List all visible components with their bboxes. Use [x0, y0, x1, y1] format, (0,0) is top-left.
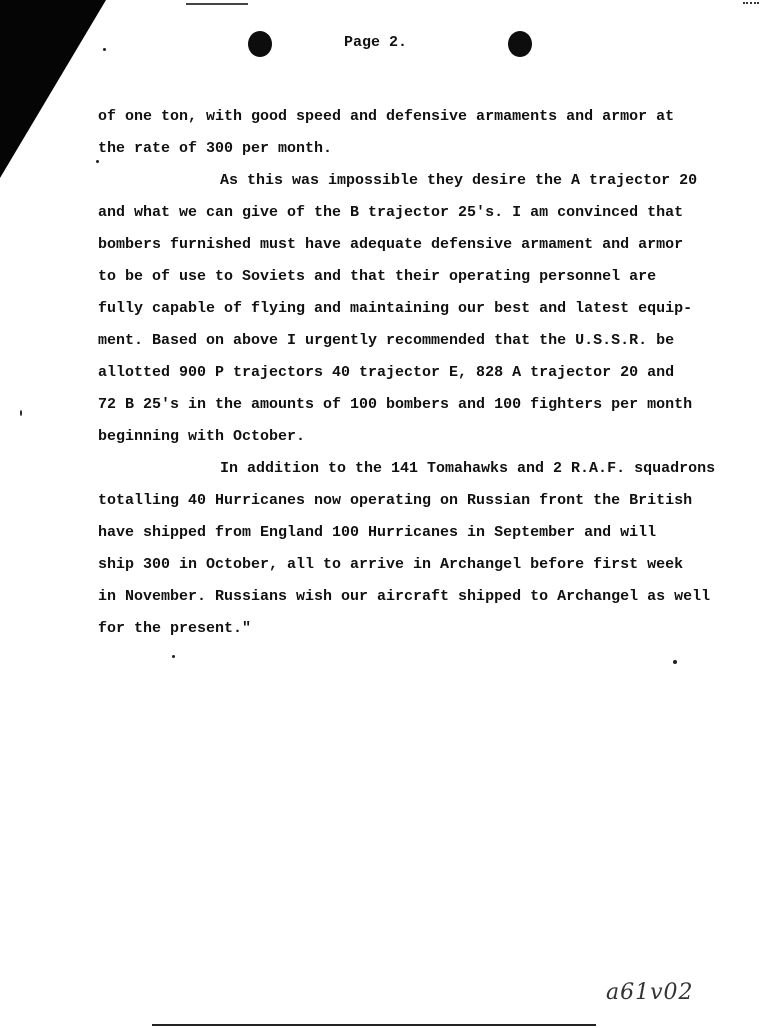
- text-line: in November. Russians wish our aircraft shipped to Archangel as well: [98, 588, 711, 605]
- scan-speck: [20, 410, 22, 416]
- top-right-edge-mark: [743, 2, 759, 6]
- text-line: the rate of 300 per month.: [98, 140, 333, 157]
- handwritten-archive-mark: a61v02: [606, 980, 694, 1005]
- corner-shadow-shape: [0, 0, 110, 180]
- text-line: bombers furnished must have adequate defensive armament and armor: [98, 236, 684, 253]
- text-line: ment. Based on above I urgently recommended that the U.S.S.R. be: [98, 332, 675, 349]
- scan-speck: [96, 160, 99, 163]
- punch-hole-right: [508, 31, 532, 57]
- top-edge-mark: [186, 3, 248, 5]
- scan-corner-shadow: [0, 0, 110, 180]
- text-line: 72 B 25's in the amounts of 100 bombers and 100 fighters per month: [98, 396, 693, 413]
- text-line: and what we can give of the B trajector 25's. I am convinced that: [98, 204, 684, 221]
- text-line: totalling 40 Hurricanes now operating on Russian front the British: [98, 492, 693, 509]
- text-line: beginning with October.: [98, 428, 306, 445]
- text-line: fully capable of flying and maintaining our best and latest equip-: [98, 300, 693, 317]
- text-line: for the present.": [98, 620, 252, 637]
- scan-speck: [172, 655, 175, 658]
- text-line: to be of use to Soviets and that their operating personnel are: [98, 268, 657, 285]
- text-line: ship 300 in October, all to arrive in Archangel before first week: [98, 556, 684, 573]
- text-line: allotted 900 P trajectors 40 trajector E, 828 A trajector 20 and: [98, 364, 675, 381]
- text-line: In addition to the 141 Tomahawks and 2 R.A.F. squadrons: [220, 460, 716, 477]
- scan-speck: [103, 48, 106, 51]
- page-number-header: Page 2.: [344, 34, 408, 51]
- text-line: have shipped from England 100 Hurricanes in September and will: [98, 524, 657, 541]
- typed-body-text: [98, 103, 748, 647]
- bottom-edge-line: [152, 1024, 596, 1026]
- text-line: of one ton, with good speed and defensive armaments and armor at: [98, 108, 675, 125]
- text-line: As this was impossible they desire the A trajector 20: [220, 172, 698, 189]
- scan-speck: [673, 660, 677, 664]
- punch-hole-left: [248, 31, 272, 57]
